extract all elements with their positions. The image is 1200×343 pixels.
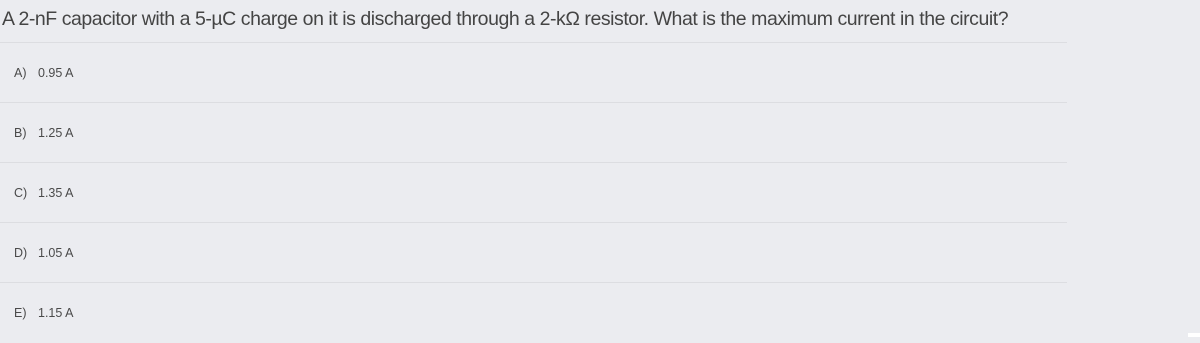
answer-options-list [0, 42, 1067, 343]
option-text: 1.35 A [38, 185, 74, 200]
option-letter: E) [14, 306, 27, 320]
answer-option-b[interactable] [0, 103, 1067, 163]
answer-option-e[interactable] [0, 283, 1067, 343]
answer-option-a[interactable] [0, 43, 1067, 103]
option-letter: C) [14, 185, 28, 200]
option-letter: A) [14, 65, 27, 80]
option-letter: B) [14, 125, 27, 140]
question-text: A 2-nF capacitor with a 5-µC charge on it is discharged through a 2-kΩ resistor. What is the maximum current in the circuit? [2, 8, 1009, 30]
option-letter: D) [14, 245, 28, 260]
answer-option-c[interactable] [0, 163, 1067, 223]
option-text: 1.05 A [38, 245, 74, 260]
option-text: 0.95 A [38, 65, 74, 80]
option-text: 1.15 A [38, 306, 74, 320]
answer-option-d[interactable] [0, 223, 1067, 283]
option-text: 1.25 A [38, 125, 74, 140]
scrollbar-corner [1188, 333, 1200, 337]
